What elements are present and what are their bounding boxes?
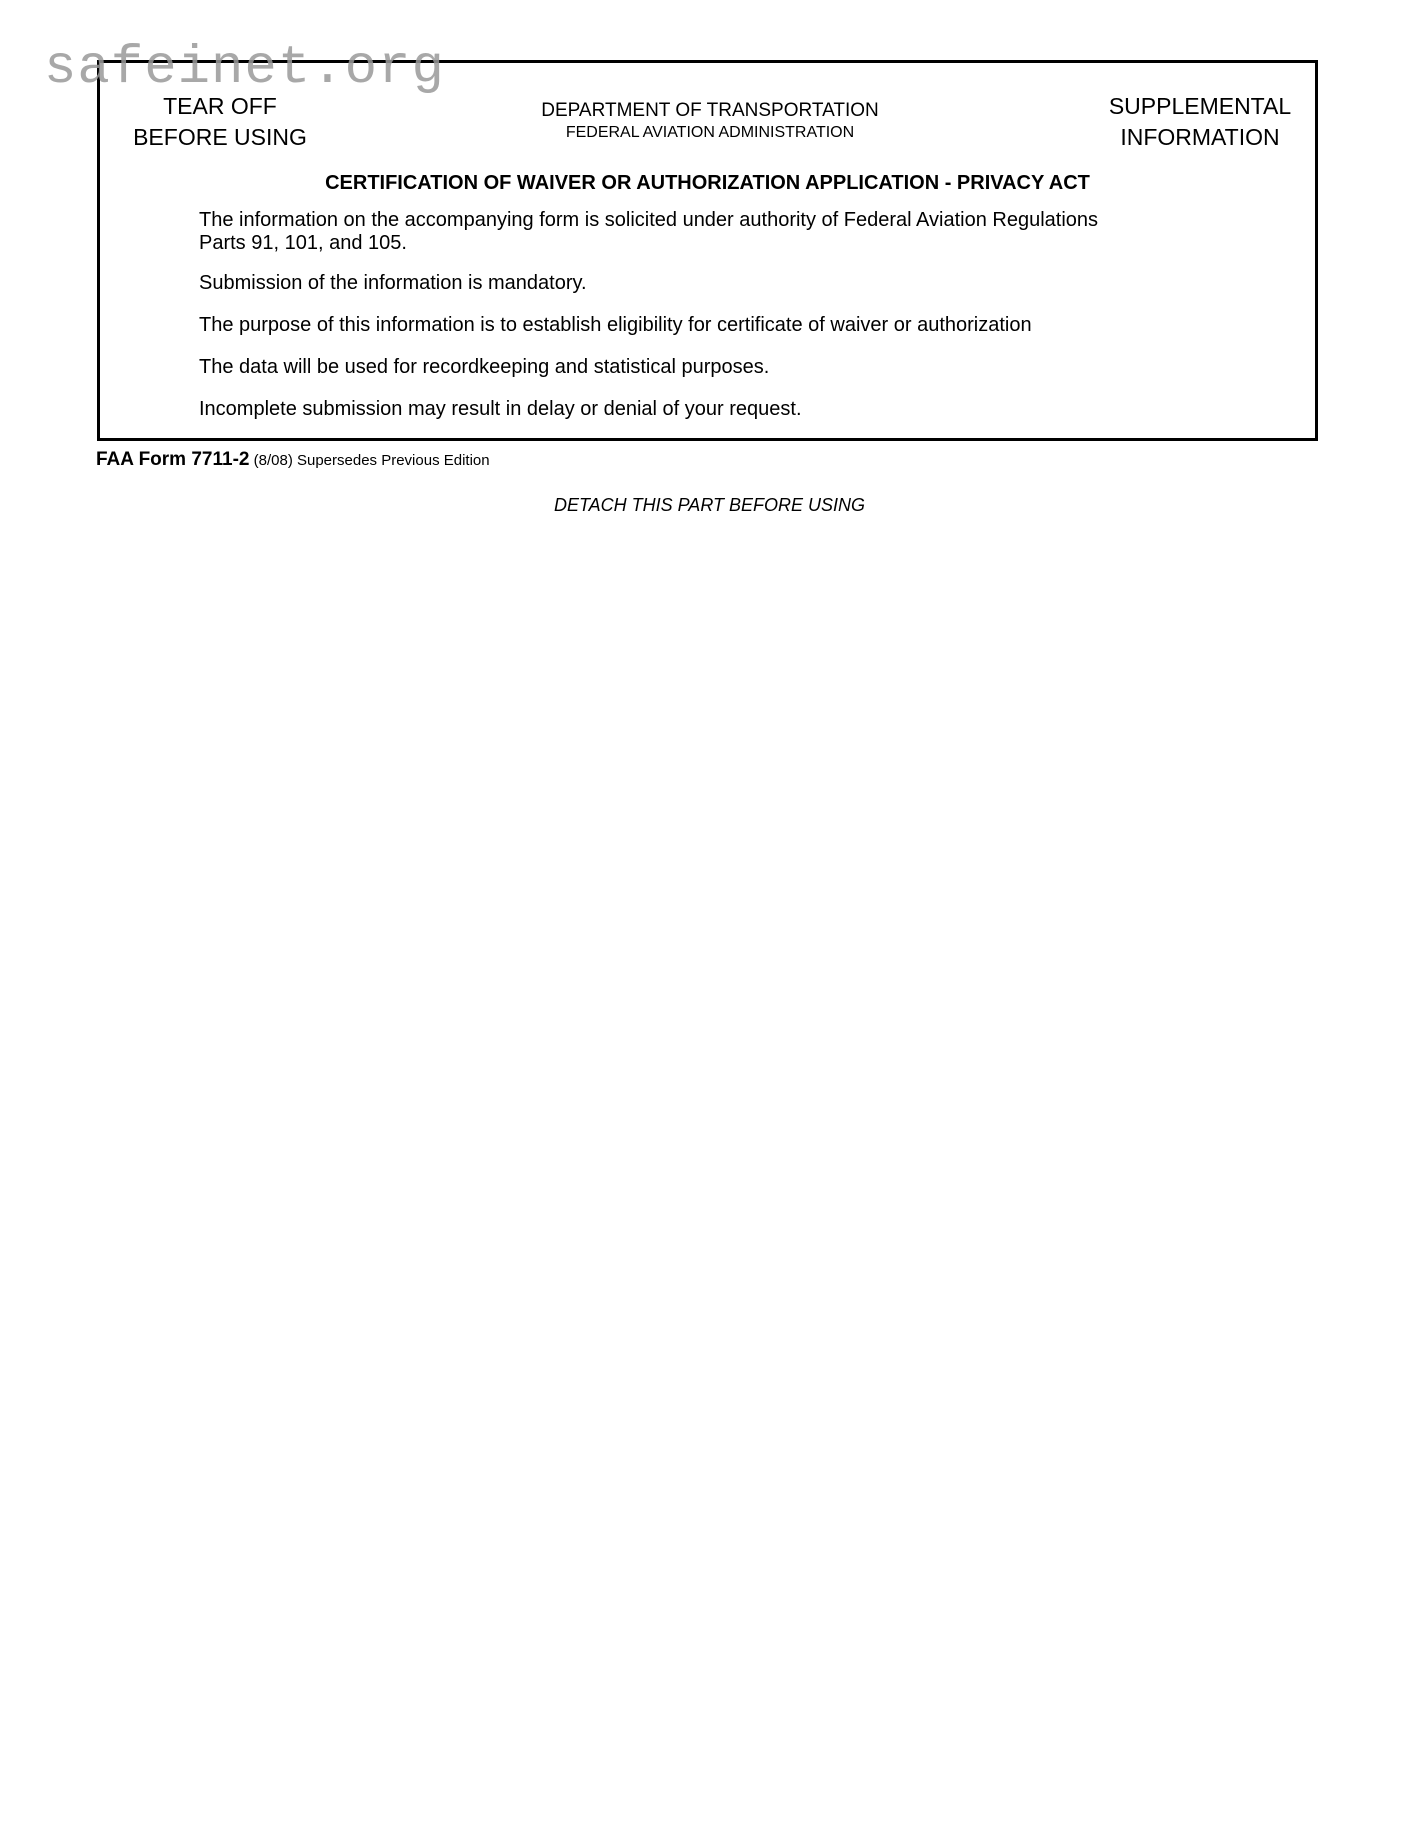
department-name: DEPARTMENT OF TRANSPORTATION: [541, 100, 879, 121]
paragraph-authority: [199, 209, 1199, 255]
form-edition: (8/08) Supersedes Previous Edition: [253, 452, 490, 469]
supplemental-line2: INFORMATION: [1120, 124, 1280, 150]
paragraph-mandatory: Submission of the information is mandatory.: [199, 272, 587, 294]
tear-off-label: [120, 91, 320, 153]
department-heading: [500, 99, 920, 143]
paragraph-data-use: The data will be used for recordkeeping and statistical purposes.: [199, 356, 770, 378]
paragraph-incomplete: Incomplete submission may result in delay or denial of your request.: [199, 398, 802, 420]
detach-instruction: DETACH THIS PART BEFORE USING: [553, 495, 866, 515]
form-footer: [96, 450, 490, 471]
paragraph-authority-line2: Parts 91, 101, and 105.: [199, 232, 407, 254]
agency-name: FEDERAL AVIATION ADMINISTRATION: [565, 124, 855, 141]
tear-off-line1: TEAR OFF: [163, 93, 277, 119]
form-number: FAA Form 7711-2: [96, 449, 250, 470]
supplemental-label: [1100, 91, 1300, 153]
watermark-text: safeinet.org: [44, 38, 445, 99]
privacy-act-form-box: [97, 60, 1318, 441]
paragraph-authority-line1: The information on the accompanying form is solicited under authority of Federal Aviation Regulations: [199, 209, 1099, 231]
privacy-act-statement: [199, 209, 1199, 421]
tear-off-line2: BEFORE USING: [133, 124, 307, 150]
supplemental-line1: SUPPLEMENTAL: [1108, 93, 1292, 119]
paragraph-purpose: The purpose of this information is to establish eligibility for certificate of waiver or authorization: [199, 314, 1032, 336]
form-title: CERTIFICATION OF WAIVER OR AUTHORIZATION APPLICATION - PRIVACY ACT: [325, 172, 1090, 194]
